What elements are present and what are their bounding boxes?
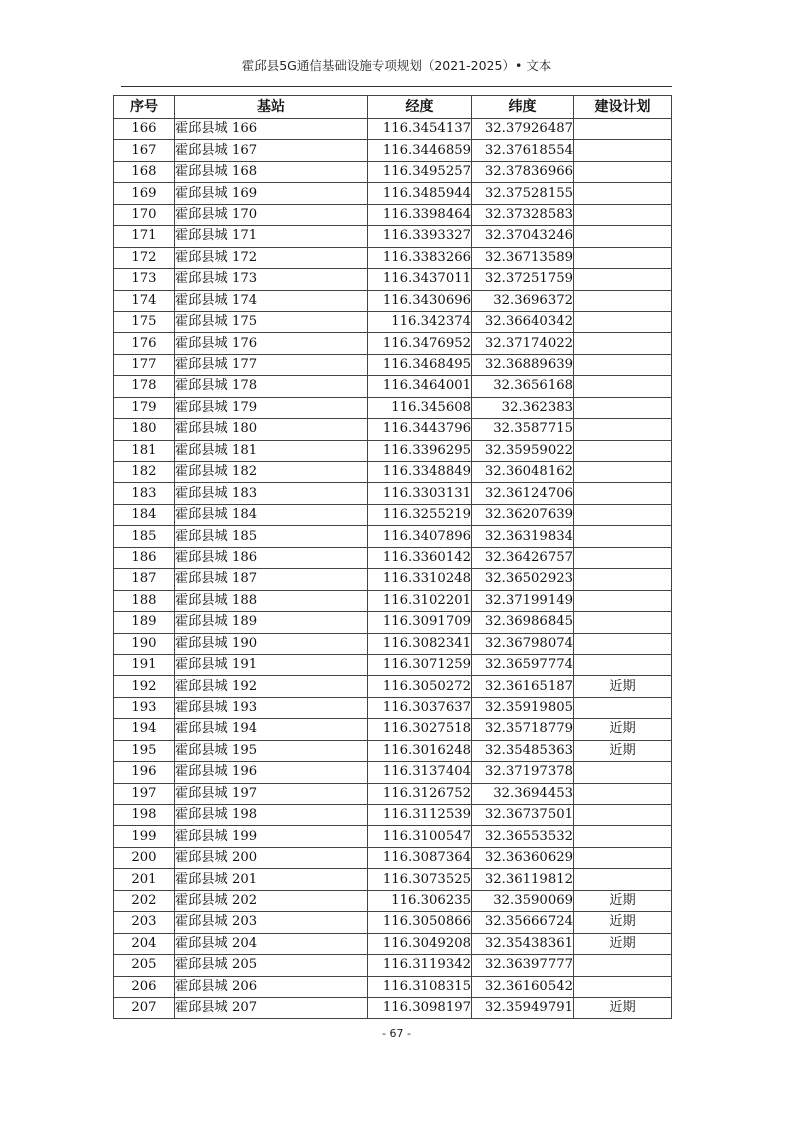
cell-longitude: 116.3443796 xyxy=(368,419,472,440)
table-row xyxy=(114,140,672,161)
column-header-station: 基站 xyxy=(175,96,368,119)
cell-latitude: 32.37199149 xyxy=(472,590,574,611)
table-row xyxy=(114,226,672,247)
table-row xyxy=(114,569,672,590)
cell-longitude: 116.3407896 xyxy=(368,526,472,547)
cell-longitude: 116.3082341 xyxy=(368,633,472,654)
cell-longitude: 116.3102201 xyxy=(368,590,472,611)
cell-index: 203 xyxy=(114,912,175,933)
table-row xyxy=(114,269,672,290)
table-row xyxy=(114,654,672,675)
cell-plan xyxy=(574,569,672,590)
table-row xyxy=(114,805,672,826)
cell-station: 霍邱县城 205 xyxy=(175,955,368,976)
cell-index: 194 xyxy=(114,719,175,740)
table-row xyxy=(114,633,672,654)
cell-index: 180 xyxy=(114,419,175,440)
cell-plan: 近期 xyxy=(574,933,672,954)
cell-index: 169 xyxy=(114,183,175,204)
cell-index: 187 xyxy=(114,569,175,590)
cell-latitude: 32.3656168 xyxy=(472,376,574,397)
table-row xyxy=(114,697,672,718)
column-header-index: 序号 xyxy=(114,96,175,119)
cell-station: 霍邱县城 168 xyxy=(175,161,368,182)
cell-index: 197 xyxy=(114,783,175,804)
cell-longitude: 116.3087364 xyxy=(368,847,472,868)
cell-longitude: 116.3050866 xyxy=(368,912,472,933)
cell-station: 霍邱县城 191 xyxy=(175,654,368,675)
cell-latitude: 32.36986845 xyxy=(472,612,574,633)
cell-longitude: 116.3098197 xyxy=(368,997,472,1018)
cell-index: 192 xyxy=(114,676,175,697)
cell-index: 178 xyxy=(114,376,175,397)
cell-station: 霍邱县城 167 xyxy=(175,140,368,161)
cell-plan xyxy=(574,269,672,290)
table-row xyxy=(114,526,672,547)
cell-latitude: 32.3694453 xyxy=(472,783,574,804)
cell-station: 霍邱县城 202 xyxy=(175,890,368,911)
cell-longitude: 116.3050272 xyxy=(368,676,472,697)
cell-plan xyxy=(574,955,672,976)
cell-latitude: 32.37251759 xyxy=(472,269,574,290)
cell-index: 207 xyxy=(114,997,175,1018)
cell-plan: 近期 xyxy=(574,997,672,1018)
cell-station: 霍邱县城 182 xyxy=(175,462,368,483)
cell-station: 霍邱县城 179 xyxy=(175,397,368,418)
table-row xyxy=(114,204,672,225)
cell-latitude: 32.37836966 xyxy=(472,161,574,182)
cell-station: 霍邱县城 183 xyxy=(175,483,368,504)
table-row xyxy=(114,354,672,375)
table-row xyxy=(114,890,672,911)
cell-latitude: 32.36119812 xyxy=(472,869,574,890)
cell-longitude: 116.3119342 xyxy=(368,955,472,976)
cell-plan: 近期 xyxy=(574,912,672,933)
cell-latitude: 32.35919805 xyxy=(472,697,574,718)
table-row xyxy=(114,826,672,847)
header-rule xyxy=(121,86,672,87)
cell-longitude: 116.3476952 xyxy=(368,333,472,354)
cell-longitude: 116.342374 xyxy=(368,311,472,332)
cell-longitude: 116.3049208 xyxy=(368,933,472,954)
table-row xyxy=(114,311,672,332)
cell-latitude: 32.36426757 xyxy=(472,547,574,568)
cell-longitude: 116.3360142 xyxy=(368,547,472,568)
cell-plan xyxy=(574,976,672,997)
cell-latitude: 32.35949791 xyxy=(472,997,574,1018)
cell-plan xyxy=(574,397,672,418)
cell-longitude: 116.3398464 xyxy=(368,204,472,225)
cell-longitude: 116.3464001 xyxy=(368,376,472,397)
cell-station: 霍邱县城 198 xyxy=(175,805,368,826)
cell-plan xyxy=(574,226,672,247)
base-station-table xyxy=(113,95,672,1019)
cell-latitude: 32.36397777 xyxy=(472,955,574,976)
cell-latitude: 32.36640342 xyxy=(472,311,574,332)
cell-plan xyxy=(574,440,672,461)
table-header-row xyxy=(114,96,672,119)
cell-latitude: 32.35485363 xyxy=(472,740,574,761)
cell-longitude: 116.3446859 xyxy=(368,140,472,161)
cell-index: 175 xyxy=(114,311,175,332)
cell-latitude: 32.36124706 xyxy=(472,483,574,504)
cell-longitude: 116.3027518 xyxy=(368,719,472,740)
column-header-plan: 建设计划 xyxy=(574,96,672,119)
cell-plan: 近期 xyxy=(574,740,672,761)
cell-index: 206 xyxy=(114,976,175,997)
cell-station: 霍邱县城 195 xyxy=(175,740,368,761)
cell-longitude: 116.3396295 xyxy=(368,440,472,461)
cell-index: 199 xyxy=(114,826,175,847)
cell-station: 霍邱县城 184 xyxy=(175,504,368,525)
cell-longitude: 116.3091709 xyxy=(368,612,472,633)
cell-plan xyxy=(574,119,672,140)
cell-station: 霍邱县城 192 xyxy=(175,676,368,697)
cell-longitude: 116.3430696 xyxy=(368,290,472,311)
cell-latitude: 32.36553532 xyxy=(472,826,574,847)
page-number: - 67 - xyxy=(382,1027,411,1040)
cell-plan xyxy=(574,654,672,675)
table-row xyxy=(114,869,672,890)
cell-index: 168 xyxy=(114,161,175,182)
cell-latitude: 32.36798074 xyxy=(472,633,574,654)
cell-index: 202 xyxy=(114,890,175,911)
table-row xyxy=(114,183,672,204)
cell-longitude: 116.3485944 xyxy=(368,183,472,204)
cell-station: 霍邱县城 206 xyxy=(175,976,368,997)
cell-station: 霍邱县城 200 xyxy=(175,847,368,868)
cell-latitude: 32.3590069 xyxy=(472,890,574,911)
cell-plan: 近期 xyxy=(574,719,672,740)
cell-plan xyxy=(574,826,672,847)
cell-index: 170 xyxy=(114,204,175,225)
cell-plan xyxy=(574,419,672,440)
cell-longitude: 116.3137404 xyxy=(368,762,472,783)
cell-station: 霍邱县城 178 xyxy=(175,376,368,397)
cell-index: 190 xyxy=(114,633,175,654)
cell-plan xyxy=(574,526,672,547)
cell-latitude: 32.37174022 xyxy=(472,333,574,354)
cell-plan xyxy=(574,547,672,568)
cell-latitude: 32.37197378 xyxy=(472,762,574,783)
cell-station: 霍邱县城 185 xyxy=(175,526,368,547)
cell-index: 196 xyxy=(114,762,175,783)
cell-plan xyxy=(574,590,672,611)
cell-plan xyxy=(574,247,672,268)
cell-station: 霍邱县城 176 xyxy=(175,333,368,354)
table-row xyxy=(114,676,672,697)
cell-index: 174 xyxy=(114,290,175,311)
cell-plan: 近期 xyxy=(574,890,672,911)
cell-station: 霍邱县城 187 xyxy=(175,569,368,590)
cell-longitude: 116.3468495 xyxy=(368,354,472,375)
cell-plan xyxy=(574,762,672,783)
cell-latitude: 32.362383 xyxy=(472,397,574,418)
cell-longitude: 116.3454137 xyxy=(368,119,472,140)
cell-plan xyxy=(574,290,672,311)
cell-latitude: 32.36502923 xyxy=(472,569,574,590)
table-row xyxy=(114,762,672,783)
cell-longitude: 116.3126752 xyxy=(368,783,472,804)
cell-index: 200 xyxy=(114,847,175,868)
cell-station: 霍邱县城 199 xyxy=(175,826,368,847)
cell-plan xyxy=(574,140,672,161)
table-row xyxy=(114,504,672,525)
cell-index: 204 xyxy=(114,933,175,954)
table-row xyxy=(114,955,672,976)
cell-index: 185 xyxy=(114,526,175,547)
cell-latitude: 32.35666724 xyxy=(472,912,574,933)
cell-station: 霍邱县城 174 xyxy=(175,290,368,311)
cell-index: 172 xyxy=(114,247,175,268)
cell-station: 霍邱县城 193 xyxy=(175,697,368,718)
cell-plan xyxy=(574,161,672,182)
cell-longitude: 116.345608 xyxy=(368,397,472,418)
table-row xyxy=(114,462,672,483)
cell-longitude: 116.3310248 xyxy=(368,569,472,590)
cell-station: 霍邱县城 181 xyxy=(175,440,368,461)
cell-plan xyxy=(574,504,672,525)
cell-longitude: 116.3255219 xyxy=(368,504,472,525)
cell-index: 176 xyxy=(114,333,175,354)
cell-index: 177 xyxy=(114,354,175,375)
cell-latitude: 32.3587715 xyxy=(472,419,574,440)
table-row xyxy=(114,740,672,761)
table-row xyxy=(114,333,672,354)
cell-longitude: 116.3071259 xyxy=(368,654,472,675)
cell-station: 霍邱县城 166 xyxy=(175,119,368,140)
table-row xyxy=(114,376,672,397)
cell-station: 霍邱县城 169 xyxy=(175,183,368,204)
cell-longitude: 116.306235 xyxy=(368,890,472,911)
cell-plan xyxy=(574,354,672,375)
cell-latitude: 32.36597774 xyxy=(472,654,574,675)
cell-index: 191 xyxy=(114,654,175,675)
cell-latitude: 32.37618554 xyxy=(472,140,574,161)
cell-station: 霍邱县城 201 xyxy=(175,869,368,890)
cell-latitude: 32.3696372 xyxy=(472,290,574,311)
cell-plan xyxy=(574,311,672,332)
cell-index: 167 xyxy=(114,140,175,161)
cell-station: 霍邱县城 189 xyxy=(175,612,368,633)
cell-longitude: 116.3495257 xyxy=(368,161,472,182)
cell-latitude: 32.36889639 xyxy=(472,354,574,375)
cell-latitude: 32.35718779 xyxy=(472,719,574,740)
cell-latitude: 32.36319834 xyxy=(472,526,574,547)
cell-station: 霍邱县城 196 xyxy=(175,762,368,783)
cell-plan xyxy=(574,183,672,204)
cell-index: 193 xyxy=(114,697,175,718)
cell-longitude: 116.3383266 xyxy=(368,247,472,268)
cell-index: 201 xyxy=(114,869,175,890)
cell-longitude: 116.3073525 xyxy=(368,869,472,890)
cell-latitude: 32.37926487 xyxy=(472,119,574,140)
cell-station: 霍邱县城 204 xyxy=(175,933,368,954)
cell-station: 霍邱县城 190 xyxy=(175,633,368,654)
table-row xyxy=(114,912,672,933)
cell-longitude: 116.3112539 xyxy=(368,805,472,826)
table-row xyxy=(114,783,672,804)
cell-latitude: 32.37043246 xyxy=(472,226,574,247)
cell-latitude: 32.37328583 xyxy=(472,204,574,225)
cell-index: 188 xyxy=(114,590,175,611)
table-row xyxy=(114,290,672,311)
cell-station: 霍邱县城 207 xyxy=(175,997,368,1018)
cell-latitude: 32.36360629 xyxy=(472,847,574,868)
cell-station: 霍邱县城 173 xyxy=(175,269,368,290)
cell-latitude: 32.35438361 xyxy=(472,933,574,954)
table-row xyxy=(114,997,672,1018)
cell-index: 171 xyxy=(114,226,175,247)
cell-index: 166 xyxy=(114,119,175,140)
table-row xyxy=(114,247,672,268)
table-row xyxy=(114,719,672,740)
cell-plan xyxy=(574,633,672,654)
table-row xyxy=(114,119,672,140)
cell-plan xyxy=(574,697,672,718)
cell-plan xyxy=(574,612,672,633)
cell-station: 霍邱县城 197 xyxy=(175,783,368,804)
table-row xyxy=(114,547,672,568)
cell-index: 189 xyxy=(114,612,175,633)
cell-plan xyxy=(574,333,672,354)
table-row xyxy=(114,161,672,182)
cell-station: 霍邱县城 203 xyxy=(175,912,368,933)
cell-longitude: 116.3037637 xyxy=(368,697,472,718)
cell-latitude: 32.36160542 xyxy=(472,976,574,997)
cell-plan xyxy=(574,204,672,225)
cell-plan xyxy=(574,483,672,504)
table-row xyxy=(114,483,672,504)
cell-longitude: 116.3100547 xyxy=(368,826,472,847)
table-row xyxy=(114,847,672,868)
cell-index: 198 xyxy=(114,805,175,826)
cell-index: 186 xyxy=(114,547,175,568)
cell-plan: 近期 xyxy=(574,676,672,697)
cell-latitude: 32.37528155 xyxy=(472,183,574,204)
cell-longitude: 116.3303131 xyxy=(368,483,472,504)
cell-plan xyxy=(574,869,672,890)
cell-station: 霍邱县城 194 xyxy=(175,719,368,740)
cell-plan xyxy=(574,462,672,483)
cell-station: 霍邱县城 177 xyxy=(175,354,368,375)
cell-plan xyxy=(574,847,672,868)
cell-station: 霍邱县城 170 xyxy=(175,204,368,225)
cell-longitude: 116.3016248 xyxy=(368,740,472,761)
cell-station: 霍邱县城 188 xyxy=(175,590,368,611)
table-row xyxy=(114,976,672,997)
column-header-longitude: 经度 xyxy=(368,96,472,119)
cell-plan xyxy=(574,805,672,826)
cell-index: 173 xyxy=(114,269,175,290)
cell-plan xyxy=(574,376,672,397)
table-row xyxy=(114,933,672,954)
table-row xyxy=(114,419,672,440)
cell-longitude: 116.3108315 xyxy=(368,976,472,997)
cell-longitude: 116.3393327 xyxy=(368,226,472,247)
cell-index: 205 xyxy=(114,955,175,976)
cell-index: 182 xyxy=(114,462,175,483)
cell-index: 183 xyxy=(114,483,175,504)
cell-latitude: 32.36713589 xyxy=(472,247,574,268)
cell-station: 霍邱县城 171 xyxy=(175,226,368,247)
table-row xyxy=(114,612,672,633)
cell-index: 181 xyxy=(114,440,175,461)
cell-station: 霍邱县城 186 xyxy=(175,547,368,568)
cell-latitude: 32.36737501 xyxy=(472,805,574,826)
cell-station: 霍邱县城 180 xyxy=(175,419,368,440)
table-row xyxy=(114,397,672,418)
cell-latitude: 32.36165187 xyxy=(472,676,574,697)
cell-latitude: 32.36207639 xyxy=(472,504,574,525)
cell-index: 184 xyxy=(114,504,175,525)
cell-longitude: 116.3348849 xyxy=(368,462,472,483)
cell-latitude: 32.35959022 xyxy=(472,440,574,461)
cell-latitude: 32.36048162 xyxy=(472,462,574,483)
page-header: 霍邱县5G通信基础设施专项规划（2021-2025）• 文本 xyxy=(241,58,552,73)
table-row xyxy=(114,590,672,611)
cell-station: 霍邱县城 172 xyxy=(175,247,368,268)
cell-longitude: 116.3437011 xyxy=(368,269,472,290)
cell-index: 195 xyxy=(114,740,175,761)
column-header-latitude: 纬度 xyxy=(472,96,574,119)
cell-station: 霍邱县城 175 xyxy=(175,311,368,332)
cell-plan xyxy=(574,783,672,804)
cell-index: 179 xyxy=(114,397,175,418)
table-body xyxy=(114,119,672,1019)
table-row xyxy=(114,440,672,461)
